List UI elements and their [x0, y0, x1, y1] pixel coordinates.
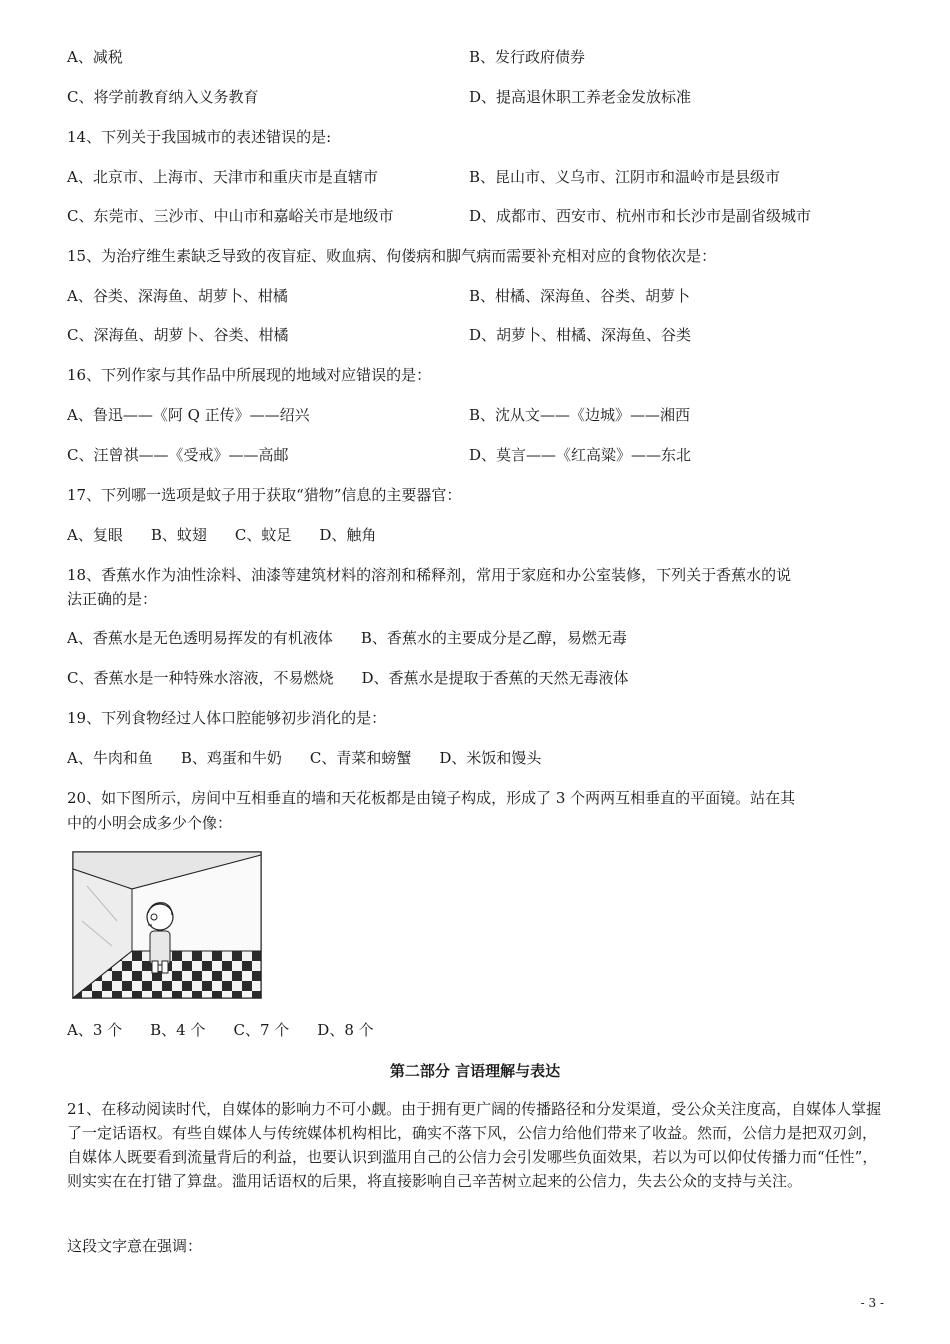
q17-options: [67, 525, 404, 545]
section-title: 第二部分 言语理解与表达: [389, 1062, 561, 1080]
q16-option-d: D、莫言——《红高粱》——东北: [469, 446, 692, 464]
q13-option-a: A、减税: [67, 48, 123, 66]
q19-option-c: C、青菜和螃蟹: [309, 749, 412, 767]
q18-options-row2: [67, 668, 629, 688]
q13-option-d: D、提高退休职工养老金发放标准: [469, 88, 692, 106]
q14-option-d: D、成都市、西安市、杭州市和长沙市是副省级城市: [469, 207, 812, 225]
q14-stem: 14、下列关于我国城市的表述错误的是:: [67, 128, 332, 146]
q21-prompt: 这段文字意在强调：: [67, 1237, 203, 1255]
q16-stem: 16、下列作家与其作品中所展现的地域对应错误的是：: [67, 366, 432, 384]
child-figure: [147, 903, 173, 973]
q19-option-d: D、米饭和馒头: [439, 749, 542, 767]
q20-option-b: B、4 个: [150, 1021, 206, 1039]
q17-option-c: C、蚊足: [234, 526, 292, 544]
q15-stem: 15、为治疗维生素缺乏导致的夜盲症、败血病、佝偻病和脚气病而需要补充相对应的食物依次是：: [67, 247, 717, 265]
q13-option-b: B、发行政府债券: [469, 48, 586, 66]
q21-passage: 21、在移动阅读时代，自媒体的影响力不可小觑。由于拥有更广阔的传播路径和分发渠道，受公众关注度高，自媒体人掌握了一定话语权。有些自媒体人与传统媒体机构相比，确实不落下风，公信力给他们带来了收益。然而，公信力是把双刃剑，自媒体人既要看到流量背后的利益，也要认识到滥用自己的公信力会引发哪些负面效果，若以为可以仰仗传播力而“任性”，则实实在在打错了算盘。滥用话语权的后果，将直接影响自己辛苦树立起来的公信力，失去公众的支持与关注。: [67, 1100, 882, 1190]
q15-option-c: C、深海鱼、胡萝卜、谷类、柑橘: [67, 326, 289, 344]
q14-option-b: B、昆山市、义乌市、江阴市和温岭市是县级市: [469, 168, 781, 186]
q15-option-d: D、胡萝卜、柑橘、深海鱼、谷类: [469, 326, 692, 344]
q20-stem-line1: 20、如下图所示，房间中互相垂直的墙和天花板都是由镜子构成，形成了 3 个两两互相垂直的平面镜。站在其: [67, 789, 796, 807]
q15-option-a: A、谷类、深海鱼、胡萝卜、柑橘: [67, 287, 288, 305]
q20-options: [67, 1020, 402, 1040]
q18-option-b: B、香蕉水的主要成分是乙醇，易燃无毒: [360, 629, 627, 647]
q20-option-c: C、7 个: [233, 1021, 290, 1039]
q16-option-b: B、沈从文——《边城》——湘西: [469, 406, 691, 424]
q20-option-d: D、8 个: [317, 1021, 374, 1039]
q15-option-b: B、柑橘、深海鱼、谷类、胡萝卜: [469, 287, 691, 305]
q18-option-a: A、香蕉水是无色透明易挥发的有机液体: [67, 629, 333, 647]
q17-option-d: D、触角: [319, 526, 377, 544]
q17-option-b: B、蚊翅: [150, 526, 207, 544]
q18-stem-line1: 18、香蕉水作为油性涂料、油漆等建筑材料的溶剂和稀释剂，常用于家庭和办公室装修，下列关于香蕉水的说: [67, 566, 792, 584]
q17-stem: 17、下列哪一选项是蚊子用于获取“猎物”信息的主要器官：: [67, 486, 462, 504]
q18-option-c: C、香蕉水是一种特殊水溶液，不易燃烧: [67, 669, 334, 687]
q19-stem: 19、下列食物经过人体口腔能够初步消化的是：: [67, 709, 387, 727]
page-number: - 3 -: [860, 1296, 884, 1310]
q18-option-d: D、香蕉水是提取于香蕉的天然无毒液体: [361, 669, 629, 687]
q16-option-a: A、鲁迅——《阿 Q 正传》——绍兴: [67, 406, 310, 424]
q14-option-a: A、北京市、上海市、天津市和重庆市是直辖市: [67, 168, 378, 186]
q20-stem-line2: 中的小明会成多少个像：: [67, 814, 233, 832]
q14-option-c: C、东莞市、三沙市、中山市和嘉峪关市是地级市: [67, 207, 394, 225]
q19-options: [67, 748, 569, 768]
q18-stem-line2: 法正确的是：: [67, 590, 158, 608]
q18-options-row1: [67, 628, 627, 648]
q13-option-c: C、将学前教育纳入义务教育: [67, 88, 259, 106]
mirror-room-figure: [72, 851, 262, 1001]
q19-option-b: B、鸡蛋和牛奶: [180, 749, 282, 767]
q17-option-a: A、复眼: [67, 526, 123, 544]
q20-option-a: A、3 个: [67, 1021, 123, 1039]
q16-option-c: C、汪曾祺——《受戒》——高邮: [67, 446, 289, 464]
q19-option-a: A、牛肉和鱼: [67, 749, 153, 767]
